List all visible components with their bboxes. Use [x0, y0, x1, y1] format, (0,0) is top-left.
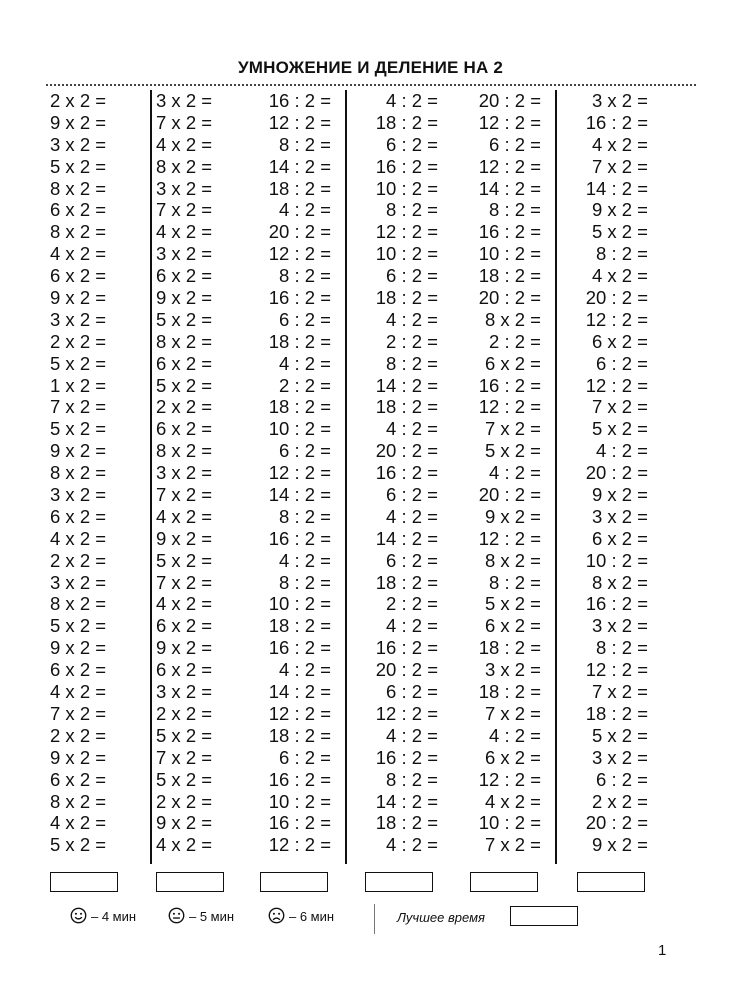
- exercise-item: 1 x 2 =: [50, 374, 107, 396]
- exercise-item: 8 : 2 =: [279, 265, 331, 287]
- exercise-item: 5 x 2 =: [156, 768, 213, 790]
- time-legend: [70, 904, 670, 934]
- exercise-item: 16 : 2 =: [268, 527, 331, 549]
- exercise-item: 4 : 2 =: [279, 549, 331, 571]
- exercise-item: 12 : 2 =: [478, 111, 541, 133]
- exercise-item: 4 : 2 =: [279, 199, 331, 221]
- exercise-item: 18 : 2 =: [478, 681, 541, 703]
- exercise-item: 8 : 2 =: [596, 243, 648, 265]
- exercise-item: 3 x 2 =: [591, 615, 648, 637]
- exercise-item: 18 : 2 =: [375, 812, 438, 834]
- exercise-item: 6 x 2 =: [156, 418, 213, 440]
- exercise-column-5: [450, 90, 545, 864]
- exercise-item: 14 : 2 =: [268, 484, 331, 506]
- exercise-item: 20 : 2 =: [585, 462, 648, 484]
- exercise-item: 7 x 2 =: [50, 396, 107, 418]
- exercise-item: 18 : 2 =: [268, 615, 331, 637]
- exercise-item: 4 x 2 =: [591, 265, 648, 287]
- exercise-item: 10 : 2 =: [268, 790, 331, 812]
- exercise-item: 4 : 2 =: [386, 834, 438, 856]
- column-1-time-box[interactable]: [50, 872, 118, 892]
- exercise-item: 8 : 2 =: [386, 768, 438, 790]
- exercise-item: 5 x 2 =: [50, 418, 107, 440]
- exercise-item: 12 : 2 =: [478, 768, 541, 790]
- exercise-item: 4 x 2 =: [156, 834, 213, 856]
- exercise-item: 12 : 2 =: [478, 396, 541, 418]
- exercise-item: 12 : 2 =: [585, 374, 648, 396]
- exercise-item: 6 x 2 =: [156, 265, 213, 287]
- exercise-item: 7 x 2 =: [156, 571, 213, 593]
- exercise-item: 4 x 2 =: [156, 221, 213, 243]
- exercise-item: 4 : 2 =: [386, 418, 438, 440]
- exercise-item: 8 : 2 =: [386, 199, 438, 221]
- exercise-item: 20 : 2 =: [585, 287, 648, 309]
- exercise-item: 14 : 2 =: [375, 527, 438, 549]
- exercise-item: 5 x 2 =: [591, 418, 648, 440]
- exercise-item: 6 : 2 =: [386, 484, 438, 506]
- exercise-item: 6 : 2 =: [279, 308, 331, 330]
- exercise-item: 5 x 2 =: [591, 724, 648, 746]
- exercise-item: 4 : 2 =: [279, 659, 331, 681]
- exercise-item: 6 x 2 =: [591, 527, 648, 549]
- exercise-item: 12 : 2 =: [585, 659, 648, 681]
- exercise-item: 5 x 2 =: [156, 308, 213, 330]
- exercise-item: 4 x 2 =: [50, 681, 107, 703]
- exercise-item: 2 x 2 =: [156, 396, 213, 418]
- exercise-item: 6 x 2 =: [484, 352, 541, 374]
- exercise-item: 16 : 2 =: [585, 593, 648, 615]
- exercise-item: 18 : 2 =: [478, 637, 541, 659]
- exercise-item: 6 : 2 =: [386, 265, 438, 287]
- exercise-item: 7 x 2 =: [50, 702, 107, 724]
- exercise-item: 18 : 2 =: [268, 724, 331, 746]
- exercise-item: 18 : 2 =: [268, 177, 331, 199]
- exercise-item: 12 : 2 =: [375, 221, 438, 243]
- exercise-item: 6 x 2 =: [50, 199, 107, 221]
- exercise-item: 2 : 2 =: [489, 330, 541, 352]
- exercise-column-6: [555, 90, 652, 864]
- exercise-item: 6 : 2 =: [279, 440, 331, 462]
- legend-divider: [374, 904, 375, 934]
- exercise-item: 12 : 2 =: [268, 111, 331, 133]
- exercise-item: 3 x 2 =: [50, 571, 107, 593]
- exercise-item: 7 x 2 =: [156, 111, 213, 133]
- exercise-item: 5 x 2 =: [591, 221, 648, 243]
- exercise-item: 7 x 2 =: [156, 199, 213, 221]
- exercise-item: 2 x 2 =: [50, 724, 107, 746]
- exercise-item: 9 x 2 =: [50, 637, 107, 659]
- exercise-item: 12 : 2 =: [268, 834, 331, 856]
- exercise-item: 8 : 2 =: [489, 199, 541, 221]
- column-2-time-box[interactable]: [156, 872, 224, 892]
- exercise-item: 14 : 2 =: [375, 374, 438, 396]
- exercise-item: 5 x 2 =: [156, 724, 213, 746]
- exercise-item: 10 : 2 =: [375, 177, 438, 199]
- exercise-item: 3 x 2 =: [156, 90, 213, 111]
- column-5-time-box[interactable]: [470, 872, 538, 892]
- exercise-item: 18 : 2 =: [585, 702, 648, 724]
- exercise-item: 4 x 2 =: [156, 133, 213, 155]
- exercise-item: 3 x 2 =: [156, 243, 213, 265]
- exercise-item: 3 x 2 =: [50, 308, 107, 330]
- exercise-item: 16 : 2 =: [478, 374, 541, 396]
- exercise-item: 12 : 2 =: [268, 462, 331, 484]
- exercise-item: 6 x 2 =: [50, 659, 107, 681]
- exercise-item: 20 : 2 =: [375, 659, 438, 681]
- exercise-item: 7 x 2 =: [156, 484, 213, 506]
- exercise-item: 2 : 2 =: [386, 330, 438, 352]
- exercise-item: 9 x 2 =: [591, 834, 648, 856]
- exercise-item: 16 : 2 =: [375, 637, 438, 659]
- exercise-item: 4 : 2 =: [386, 308, 438, 330]
- exercise-item: 12 : 2 =: [478, 527, 541, 549]
- exercise-item: 6 : 2 =: [596, 768, 648, 790]
- exercise-item: 5 x 2 =: [484, 440, 541, 462]
- best-time-label: Лучшее время: [397, 910, 485, 925]
- exercise-item: 6 : 2 =: [386, 681, 438, 703]
- exercise-item: 12 : 2 =: [585, 308, 648, 330]
- legend-item-4-min: [70, 906, 136, 928]
- exercise-item: 3 x 2 =: [484, 659, 541, 681]
- exercise-item: 4 x 2 =: [50, 812, 107, 834]
- exercise-item: 5 x 2 =: [156, 374, 213, 396]
- exercise-item: 16 : 2 =: [268, 90, 331, 111]
- smiling-face-icon: [70, 907, 87, 924]
- exercise-item: 7 x 2 =: [156, 746, 213, 768]
- exercise-item: 9 x 2 =: [50, 287, 107, 309]
- exercise-item: 9 x 2 =: [156, 287, 213, 309]
- exercise-item: 14 : 2 =: [478, 177, 541, 199]
- exercise-item: 10 : 2 =: [585, 549, 648, 571]
- exercise-item: 20 : 2 =: [585, 812, 648, 834]
- exercise-item: 7 x 2 =: [591, 681, 648, 703]
- neutral-face-icon: [168, 907, 185, 924]
- exercise-item: 4 : 2 =: [596, 440, 648, 462]
- exercise-item: 2 x 2 =: [50, 549, 107, 571]
- exercise-item: 20 : 2 =: [268, 221, 331, 243]
- exercise-item: 4 : 2 =: [386, 615, 438, 637]
- exercise-item: 7 x 2 =: [484, 834, 541, 856]
- column-3-time-box[interactable]: [260, 872, 328, 892]
- exercise-item: 7 x 2 =: [484, 418, 541, 440]
- exercise-item: 8 x 2 =: [156, 440, 213, 462]
- legend-item-6-min: [268, 906, 334, 928]
- exercise-item: 18 : 2 =: [478, 265, 541, 287]
- exercise-item: 8 : 2 =: [386, 352, 438, 374]
- exercise-item: 18 : 2 =: [268, 330, 331, 352]
- exercise-item: 8 : 2 =: [279, 571, 331, 593]
- exercise-column-1: [46, 90, 141, 864]
- page-title: УМНОЖЕНИЕ И ДЕЛЕНИЕ НА 2: [237, 58, 504, 77]
- exercise-item: 14 : 2 =: [585, 177, 648, 199]
- frowning-face-icon: [268, 907, 285, 924]
- exercise-item: 6 x 2 =: [484, 615, 541, 637]
- best-time-box[interactable]: [510, 906, 578, 926]
- exercise-item: 16 : 2 =: [268, 768, 331, 790]
- exercise-item: 4 : 2 =: [386, 724, 438, 746]
- exercise-item: 2 x 2 =: [50, 330, 107, 352]
- exercise-item: 7 x 2 =: [591, 155, 648, 177]
- exercise-item: 4 : 2 =: [386, 505, 438, 527]
- column-6-time-box[interactable]: [577, 872, 645, 892]
- exercise-item: 16 : 2 =: [268, 812, 331, 834]
- exercise-item: 8 : 2 =: [279, 133, 331, 155]
- exercise-item: 6 x 2 =: [484, 746, 541, 768]
- exercise-item: 16 : 2 =: [585, 111, 648, 133]
- legend-label-4-min: – 4 мин: [91, 909, 137, 924]
- legend-label-5-min: – 5 мин: [189, 909, 235, 924]
- exercise-item: 20 : 2 =: [478, 90, 541, 111]
- exercise-item: 7 x 2 =: [591, 396, 648, 418]
- exercise-item: 9 x 2 =: [156, 527, 213, 549]
- exercise-item: 16 : 2 =: [375, 155, 438, 177]
- column-4-time-box[interactable]: [365, 872, 433, 892]
- exercise-item: 2 : 2 =: [279, 374, 331, 396]
- exercise-item: 14 : 2 =: [268, 681, 331, 703]
- exercise-item: 5 x 2 =: [50, 834, 107, 856]
- exercise-column-2: [150, 90, 247, 864]
- exercise-item: 6 : 2 =: [596, 352, 648, 374]
- exercise-item: 18 : 2 =: [268, 396, 331, 418]
- exercise-item: 6 : 2 =: [386, 549, 438, 571]
- exercise-item: 2 x 2 =: [50, 90, 107, 111]
- exercise-item: 8 x 2 =: [591, 571, 648, 593]
- exercise-item: 20 : 2 =: [478, 484, 541, 506]
- exercise-item: 10 : 2 =: [375, 243, 438, 265]
- exercise-item: 10 : 2 =: [268, 593, 331, 615]
- exercise-item: 4 : 2 =: [489, 462, 541, 484]
- exercise-item: 16 : 2 =: [375, 462, 438, 484]
- exercise-item: 10 : 2 =: [478, 243, 541, 265]
- exercise-item: 6 x 2 =: [50, 505, 107, 527]
- exercise-item: 4 : 2 =: [386, 90, 438, 111]
- exercise-column-3: [240, 90, 335, 864]
- exercise-item: 18 : 2 =: [375, 287, 438, 309]
- dotted-divider: [46, 84, 696, 86]
- legend-item-5-min: [168, 906, 234, 928]
- exercise-item: 5 x 2 =: [50, 352, 107, 374]
- exercise-item: 7 x 2 =: [484, 702, 541, 724]
- exercise-item: 5 x 2 =: [50, 615, 107, 637]
- exercise-item: 8 x 2 =: [50, 593, 107, 615]
- exercise-item: 8 x 2 =: [50, 790, 107, 812]
- exercise-item: 2 : 2 =: [386, 593, 438, 615]
- exercise-item: 10 : 2 =: [268, 418, 331, 440]
- exercise-item: 10 : 2 =: [478, 812, 541, 834]
- exercise-item: 4 x 2 =: [156, 505, 213, 527]
- exercise-item: 6 x 2 =: [50, 768, 107, 790]
- exercise-item: 3 x 2 =: [50, 133, 107, 155]
- exercise-item: 6 : 2 =: [279, 746, 331, 768]
- exercise-item: 4 x 2 =: [50, 243, 107, 265]
- exercise-item: 5 x 2 =: [156, 549, 213, 571]
- exercise-item: 4 : 2 =: [279, 352, 331, 374]
- exercise-item: 3 x 2 =: [156, 462, 213, 484]
- exercise-item: 8 x 2 =: [156, 330, 213, 352]
- exercise-item: 6 x 2 =: [156, 615, 213, 637]
- exercise-item: 9 x 2 =: [156, 637, 213, 659]
- exercise-item: 20 : 2 =: [375, 440, 438, 462]
- exercise-item: 9 x 2 =: [484, 505, 541, 527]
- exercise-item: 6 : 2 =: [386, 133, 438, 155]
- exercise-item: 8 : 2 =: [489, 571, 541, 593]
- exercise-item: 9 x 2 =: [156, 812, 213, 834]
- exercise-item: 9 x 2 =: [591, 199, 648, 221]
- exercise-item: 3 x 2 =: [591, 505, 648, 527]
- exercise-item: 3 x 2 =: [156, 177, 213, 199]
- exercise-item: 5 x 2 =: [484, 593, 541, 615]
- exercise-item: 18 : 2 =: [375, 571, 438, 593]
- exercise-item: 16 : 2 =: [268, 287, 331, 309]
- exercise-item: 4 x 2 =: [156, 593, 213, 615]
- exercise-item: 12 : 2 =: [478, 155, 541, 177]
- exercise-item: 4 x 2 =: [50, 527, 107, 549]
- page-number: 1: [658, 942, 667, 959]
- exercise-item: 16 : 2 =: [478, 221, 541, 243]
- exercise-item: 8 x 2 =: [156, 155, 213, 177]
- exercise-item: 8 x 2 =: [50, 462, 107, 484]
- exercise-item: 16 : 2 =: [268, 637, 331, 659]
- exercise-item: 9 x 2 =: [591, 484, 648, 506]
- exercise-item: 6 x 2 =: [156, 659, 213, 681]
- exercise-item: 3 x 2 =: [50, 484, 107, 506]
- exercise-item: 2 x 2 =: [591, 790, 648, 812]
- exercise-item: 9 x 2 =: [50, 746, 107, 768]
- exercise-item: 12 : 2 =: [268, 243, 331, 265]
- exercise-item: 8 : 2 =: [279, 505, 331, 527]
- exercise-item: 6 : 2 =: [489, 133, 541, 155]
- exercise-item: 14 : 2 =: [375, 790, 438, 812]
- exercise-item: 16 : 2 =: [375, 746, 438, 768]
- exercise-item: 8 x 2 =: [484, 308, 541, 330]
- exercise-item: 4 x 2 =: [591, 133, 648, 155]
- exercise-item: 9 x 2 =: [50, 440, 107, 462]
- exercise-item: 12 : 2 =: [268, 702, 331, 724]
- exercise-item: 4 x 2 =: [484, 790, 541, 812]
- exercise-item: 3 x 2 =: [156, 681, 213, 703]
- exercise-item: 8 x 2 =: [50, 221, 107, 243]
- exercise-item: 4 : 2 =: [489, 724, 541, 746]
- exercise-item: 18 : 2 =: [375, 396, 438, 418]
- exercise-item: 3 x 2 =: [591, 90, 648, 111]
- exercise-item: 8 : 2 =: [596, 637, 648, 659]
- exercise-item: 8 x 2 =: [484, 549, 541, 571]
- exercise-item: 18 : 2 =: [375, 111, 438, 133]
- exercise-item: 8 x 2 =: [50, 177, 107, 199]
- exercise-item: 6 x 2 =: [50, 265, 107, 287]
- exercise-item: 5 x 2 =: [50, 155, 107, 177]
- exercise-item: 3 x 2 =: [591, 746, 648, 768]
- exercise-item: 6 x 2 =: [591, 330, 648, 352]
- exercise-item: 6 x 2 =: [156, 352, 213, 374]
- exercise-column-4: [345, 90, 442, 864]
- exercise-item: 2 x 2 =: [156, 702, 213, 724]
- exercise-item: 14 : 2 =: [268, 155, 331, 177]
- exercise-item: 12 : 2 =: [375, 702, 438, 724]
- exercise-item: 2 x 2 =: [156, 790, 213, 812]
- exercise-item: 9 x 2 =: [50, 111, 107, 133]
- exercise-item: 20 : 2 =: [478, 287, 541, 309]
- legend-label-6-min: – 6 мин: [289, 909, 335, 924]
